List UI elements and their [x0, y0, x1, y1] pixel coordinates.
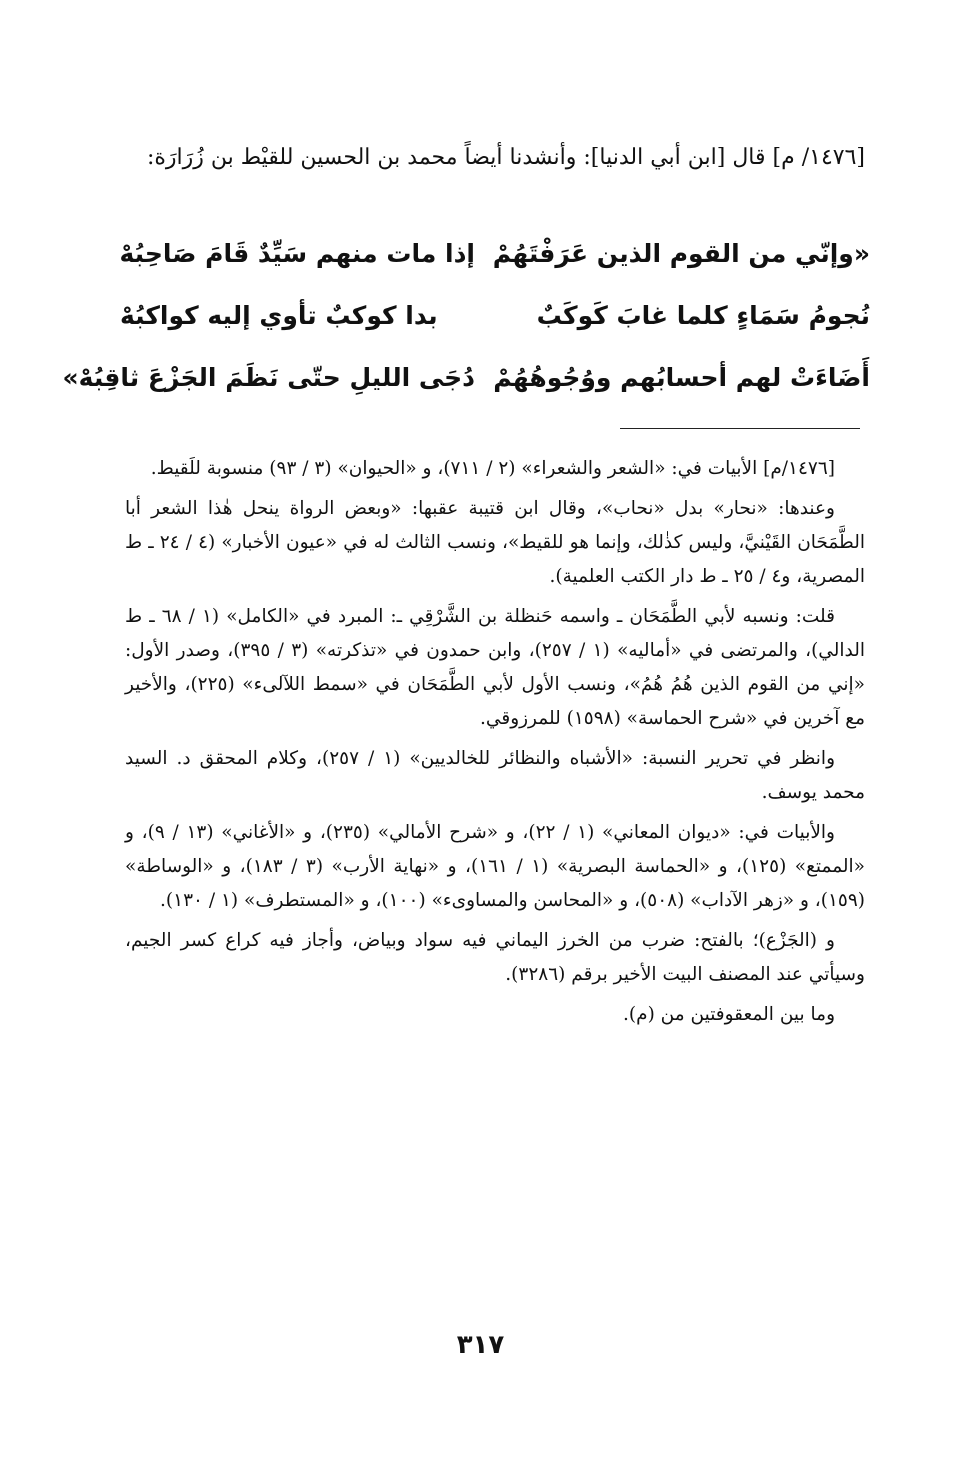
verse-first-hemistich: نُجومُ سَمَاءٍ كلما غابَ كَوكَبٌ: [536, 300, 870, 330]
footnote-paragraph: قلت: ونسبه لأبي الطَّمَحَان ـ واسمه حَنظلة بن الشَّرْقِي ـ: المبرد في «الكامل» (١ / ٦٨ ـ ط الدالي)، والمرتضى في «أماليه» (١ / ٢٥٧)، وابن حمدون في «تذكرته» (٣ / ٣٩٥)، وصدر الأول: «إني من القوم الذين هُمُ هُمُ»، ونسب الأول لأبي الطَّمَحَان في «سمط اللآلىء» (٢٢٥)، والأخير مع آخرين في «شرح الحماسة» (١٥٩٨) للمرزوقي.: [125, 606, 865, 729]
footnotes: [125, 452, 865, 1038]
footnote-paragraph: وعندها: «نحار» بدل «نحاب»، وقال ابن قتيبة عقبها: «وبعض الرواة ينحل هٰذا الشعر أبا الطَّمَحَان القَيْنيَّ، وليس كذٰلك، وإنما هو للقيط»، ونسب الثالث له في «عيون الأخبار» (٤ / ٢٤ ـ ط المصرية، و٤ / ٢٥ ـ ط دار الكتب العلمية).: [125, 498, 866, 587]
verse-second-hemistich: بدا كوكبٌ تأوي إليه كواكبُهْ: [120, 300, 438, 330]
verse: [62, 346, 870, 408]
footnote-paragraph: وما بين المعقوفتين من (م).: [623, 1004, 835, 1025]
verse-second-hemistich: إذا مات منهم سَيِّدٌ قَامَ صَاحِبُهْ: [119, 238, 475, 268]
footnote-separator: [620, 428, 860, 429]
verse-first-hemistich: أَضَاءَتْ لهم أحسابُهم ووُجُوهُهُمْ: [493, 362, 870, 392]
page-number: ٣١٧: [456, 1330, 505, 1360]
verse-first-hemistich: «وإنّي من القوم الذين عَرَفْتَهُمْ: [492, 238, 870, 268]
footnote-paragraph: والأبيات في: «ديوان المعاني» (١ / ٢٢)، و «شرح الأمالي» (٢٣٥)، و «الأغاني» (١٣ / ٩)، و «الممتع» (١٢٥)، و «الحماسة البصرية» (١ / ١٦١)، و «نهاية الأرب» (٣ / ١٨٣)، و «الوساطة» (١٥٩)، و «زهر الآداب» (٥٠٨)، و «المحاسن والمساوىء» (١٠٠)، و «المستطرف» (١ / ١٣٠).: [125, 822, 866, 911]
verse: [120, 222, 870, 284]
intro-text: [١٤٧٦/ م] قال [ابن أبي الدنيا]: وأنشدنا أيضاً محمد بن الحسين للقيْط بن زُرَارَة:: [146, 145, 865, 170]
poem: [62, 222, 870, 408]
footnote-paragraph: و (الجَزْع)؛ بالفتح: ضرب من الخرز اليماني فيه سواد وبياض، وأجاز فيه كراع كسر الجيم، وسيأتي عند المصنف البيت الأخير برقم (٣٢٨٦).: [125, 930, 865, 985]
footnote-paragraph: [١٤٧٦/م] الأبيات في: «الشعر والشعراء» (٢ / ٧١١)، و «الحيوان» (٣ / ٩٣) منسوبة للَقيط.: [150, 458, 835, 479]
footnote-paragraph: وانظر في تحرير النسبة: «الأشباه والنظائر للخالديين» (١ / ٢٥٧)، وكلام المحقق د. السيد محمد يوسف.: [125, 748, 865, 803]
verse: [120, 284, 870, 346]
verse-second-hemistich: دُجَى الليلِ حتّى نَظَمَ الجَزْعَ ثاقِبُهْ»: [62, 362, 475, 392]
